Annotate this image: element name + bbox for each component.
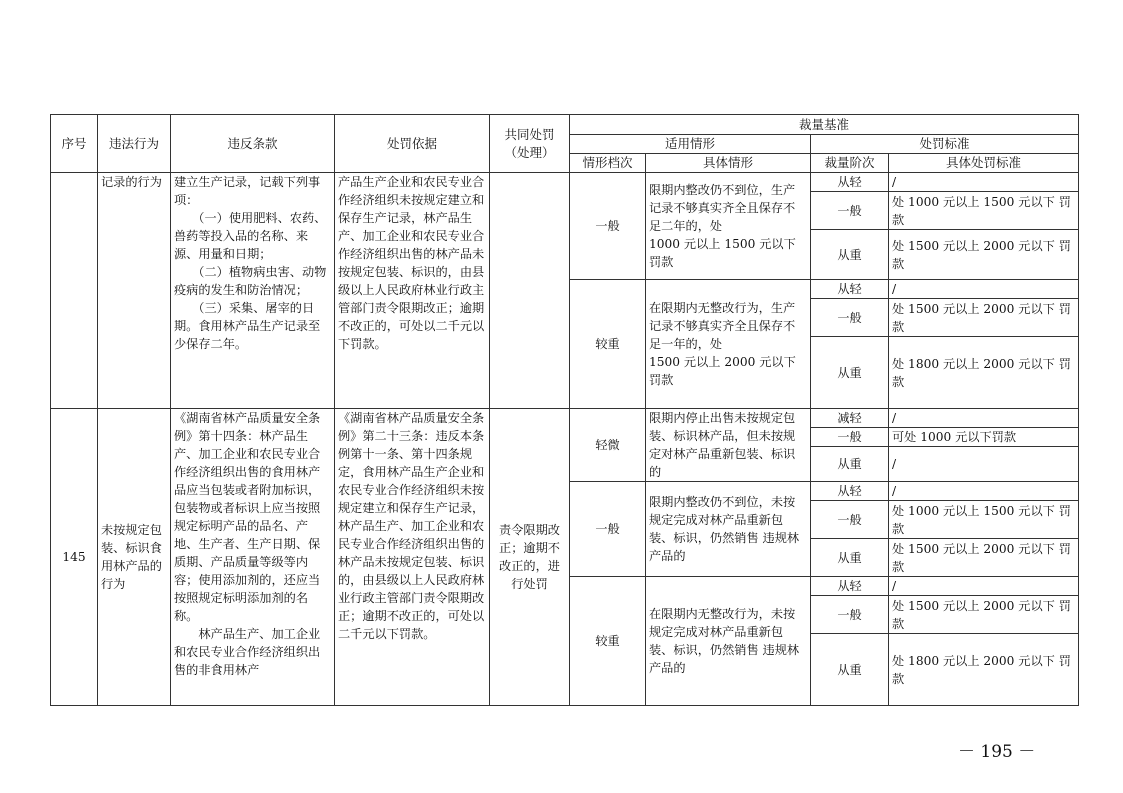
- row1-situation-2: 在限期内无整改行为，生产记录不够真实齐全且保存不足一年的，处 1500 元以上 2000 元以下罚款: [646, 280, 811, 409]
- row2-penalty-1-3: /: [889, 447, 1079, 482]
- header-situation: 具体情形: [646, 154, 811, 173]
- row2-penalty-2-3: 处 1500 元以上 2000 元以下 罚款: [889, 539, 1079, 577]
- row1-tier-2-1: 从轻: [811, 280, 889, 299]
- row2-situation-2: 限期内整改仍不到位，未按规定完成对林产品重新包装、标识，仍然销售 违规林产品的: [646, 482, 811, 577]
- row1-penalty-1-3: 处 1500 元以上 2000 元以下 罚款: [889, 230, 1079, 280]
- row2-level-3: 较重: [570, 577, 646, 706]
- row1-tier-1-3: 从重: [811, 230, 889, 280]
- row1-tier-2-3: 从重: [811, 337, 889, 409]
- row2-penalty-2-2: 处 1000 元以上 1500 元以下 罚款: [889, 501, 1079, 539]
- row1-penalty-1-2: 处 1000 元以上 1500 元以下 罚款: [889, 192, 1079, 230]
- row1-tier-1-2: 一般: [811, 192, 889, 230]
- row2-penalty-1-2: 可处 1000 元以下罚款: [889, 428, 1079, 447]
- header-benchmark: 裁量基准: [570, 115, 1079, 135]
- row2-level-2: 一般: [570, 482, 646, 577]
- row2-penalty-1-1: /: [889, 409, 1079, 428]
- row2-situation-1: 限期内停止出售未按规定包装、标识林产品，但未按规定对林产品重新包装、标识的: [646, 409, 811, 482]
- row2-level-1: 轻微: [570, 409, 646, 482]
- row1-tier-1-1: 从轻: [811, 173, 889, 192]
- row2-penalty-3-2: 处 1500 元以上 2000 元以下 罚款: [889, 596, 1079, 634]
- header-level: 情形档次: [570, 154, 646, 173]
- row2-behavior: 未按规定包装、标识食用林产品的行为: [98, 409, 171, 706]
- row2-tier-2-3: 从重: [811, 539, 889, 577]
- row1-penalty-2-1: /: [889, 280, 1079, 299]
- row2-tier-3-1: 从轻: [811, 577, 889, 596]
- row2-tier-2-1: 从轻: [811, 482, 889, 501]
- header-common: 共同处罚 （处理）: [490, 115, 570, 173]
- row1-common: [490, 173, 570, 409]
- row2-tier-3-2: 一般: [811, 596, 889, 634]
- row2-clause: 《湖南省林产品质量安全条例》第十四条：林产品生产、加工企业和农民专业合作经济组织出售的食用林产品应当包装或者附加标识，包装物或者标识上应当按照规定标明产品的品名、产地、生产者、生产日期、保质期、产品质量等级等内容；使用添加剂的，还应当按照规定标明添加剂的名称。 林产品生产、加工企业和农民专业合作经济组织出售的非食用林产: [171, 409, 335, 706]
- row1-penalty-2-2: 处 1500 元以上 2000 元以下 罚款: [889, 299, 1079, 337]
- row2-tier-1-3: 从重: [811, 447, 889, 482]
- row1-seq: [51, 173, 98, 409]
- row1-situation-1: 限期内整改仍不到位，生产记录不够真实齐全且保存不足二年的，处 1000 元以上 1500 元以下罚款: [646, 173, 811, 280]
- row1-penalty-1-1: /: [889, 173, 1079, 192]
- row2-penalty-2-1: /: [889, 482, 1079, 501]
- row1-basis: 产品生产企业和农民专业合作经济组织未按规定建立和保存生产记录，林产品生产、加工企业和农民专业合作经济组织出售的林产品未按规定包装、标识的，由县级以上人民政府林业行政主管部门责令限期改正；逾期不改正的，可处以二千元以下罚款。: [335, 173, 490, 409]
- row2-penalty-3-1: /: [889, 577, 1079, 596]
- row2-tier-2-2: 一般: [811, 501, 889, 539]
- row2-basis: 《湖南省林产品质量安全条例》第二十三条：违反本条例第十一条、第十四条规定，食用林产品生产企业和农民专业合作经济组织未按规定建立和保存生产记录，林产品生产、加工企业和农民专业合作经济组织出售的林产品未按规定包装、标识的，由县级以上人民政府林业行政主管部门责令限期改正；逾期不改正的，可处以二千元以下罚款。: [335, 409, 490, 706]
- header-applicable: 适用情形: [570, 135, 811, 154]
- header-clause: 违反条款: [171, 115, 335, 173]
- row2-penalty-3-3: 处 1800 元以上 2000 元以下 罚款: [889, 634, 1079, 706]
- header-basis: 处罚依据: [335, 115, 490, 173]
- row2-seq: 145: [51, 409, 98, 706]
- row1-tier-2-2: 一般: [811, 299, 889, 337]
- page-number: － 195 －: [958, 742, 1036, 762]
- header-penalty: 具体处罚标准: [889, 154, 1079, 173]
- header-behavior: 违法行为: [98, 115, 171, 173]
- penalty-table: [50, 114, 1079, 706]
- row1-level-1: 一般: [570, 173, 646, 280]
- header-seq: 序号: [51, 115, 98, 173]
- row2-situation-3: 在限期内无整改行为，未按规定完成对林产品重新包装、标识，仍然销售 违规林产品的: [646, 577, 811, 706]
- row1-penalty-2-3: 处 1800 元以上 2000 元以下 罚款: [889, 337, 1079, 409]
- row2-tier-3-3: 从重: [811, 634, 889, 706]
- row2-tier-1-2: 一般: [811, 428, 889, 447]
- header-standard: 处罚标准: [811, 135, 1079, 154]
- header-tier: 裁量阶次: [811, 154, 889, 173]
- row1-behavior: 记录的行为: [98, 173, 171, 409]
- row1-clause: 建立生产记录，记载下列事项： （一）使用肥料、农药、兽药等投入品的名称、来源、用量和日期； （二）植物病虫害、动物疫病的发生和防治情况； （三）采集、屠宰的日期。食用林产品生产记录至少保存二年。: [171, 173, 335, 409]
- row2-tier-1-1: 减轻: [811, 409, 889, 428]
- row2-common: 责令限期改正；逾期不改正的，进行处罚: [490, 409, 570, 706]
- row1-level-2: 较重: [570, 280, 646, 409]
